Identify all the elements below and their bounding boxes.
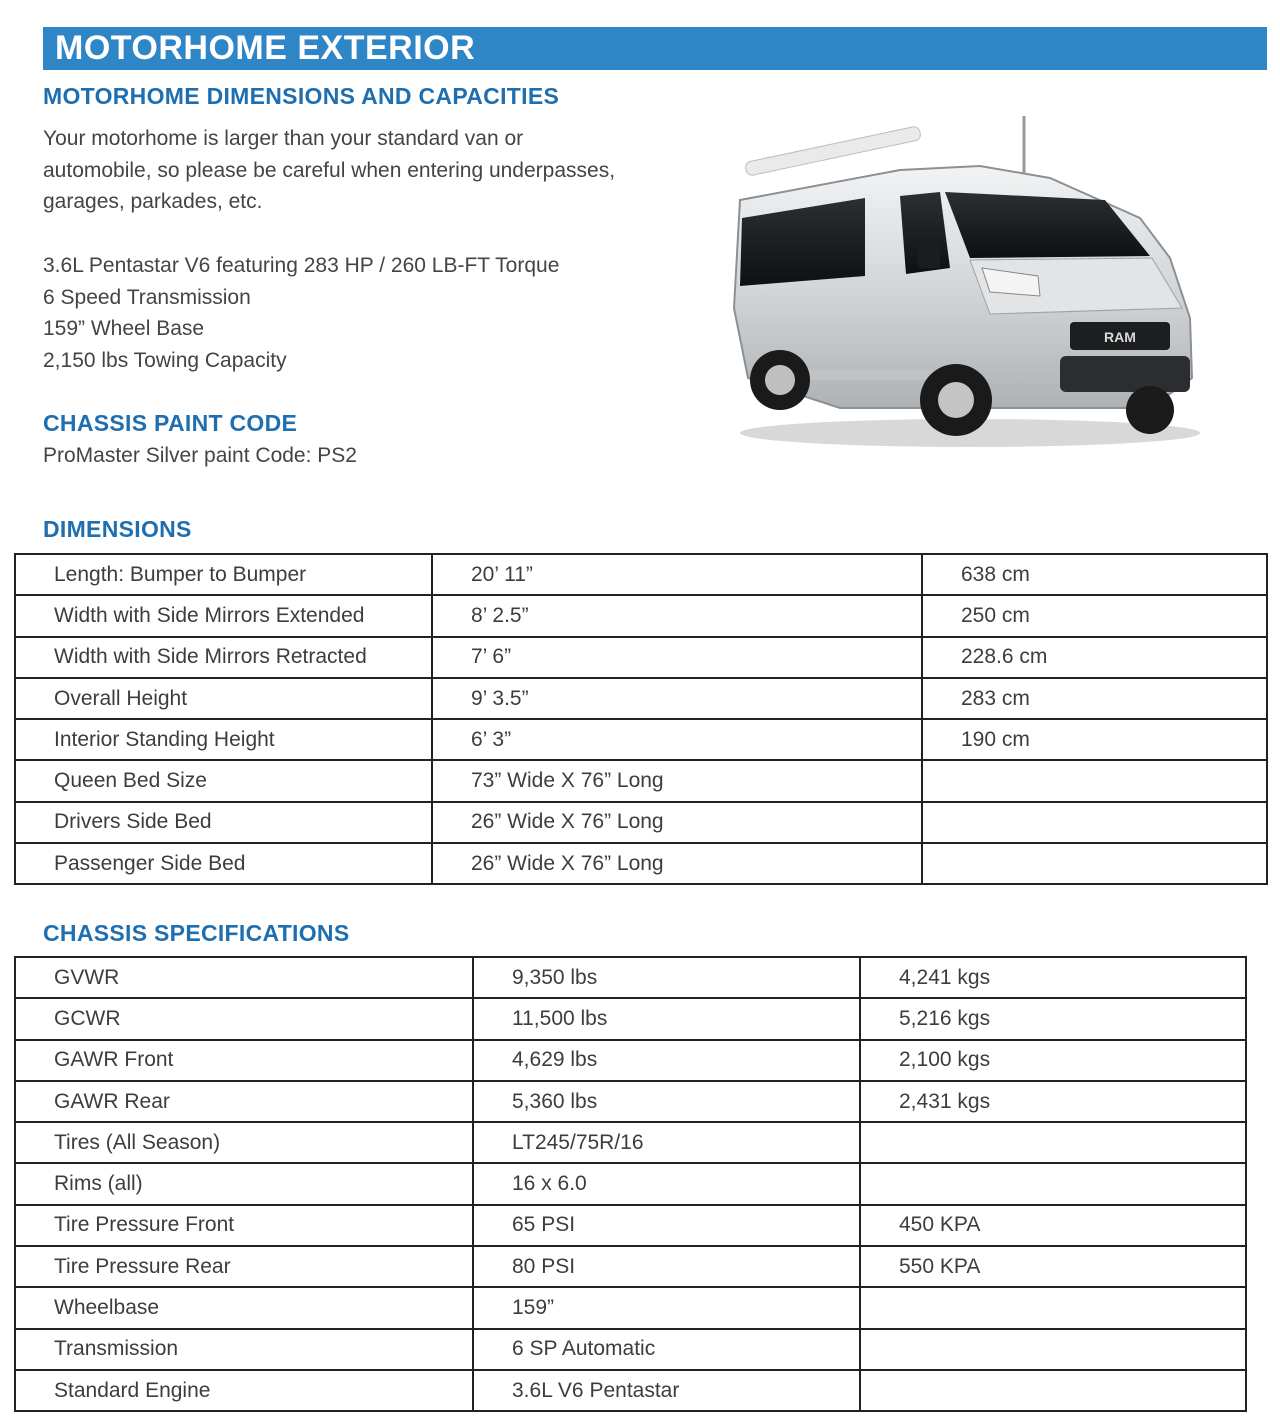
van-rear-rim	[765, 365, 795, 395]
metric-value-cell: 190 cm	[922, 719, 1267, 760]
table-row	[15, 1329, 1246, 1370]
spec-label-cell: GCWR	[15, 998, 473, 1039]
spec-label-cell: Width with Side Mirrors Extended	[15, 595, 432, 636]
spec-label-cell: GAWR Rear	[15, 1081, 473, 1122]
metric-value-cell	[922, 843, 1267, 884]
imperial-value-cell: 20’ 11”	[432, 554, 922, 595]
metric-value-cell: 2,100 kgs	[860, 1040, 1246, 1081]
imperial-value-cell: 16 x 6.0	[473, 1163, 860, 1204]
table-row	[15, 1370, 1246, 1411]
imperial-value-cell: 6 SP Automatic	[473, 1329, 860, 1370]
table-row	[15, 843, 1267, 884]
imperial-value-cell: 6’ 3”	[432, 719, 922, 760]
imperial-value-cell: 5,360 lbs	[473, 1081, 860, 1122]
paint-code-heading: CHASSIS PAINT CODE	[43, 410, 298, 436]
metric-value-cell: 5,216 kgs	[860, 998, 1246, 1039]
van-grille-text: RAM	[1104, 329, 1136, 345]
imperial-value-cell: 3.6L V6 Pentastar	[473, 1370, 860, 1411]
chassis-specifications-heading: CHASSIS SPECIFICATIONS	[43, 920, 350, 946]
dimensions-heading: DIMENSIONS	[43, 516, 192, 542]
spec-label-cell: Tire Pressure Rear	[15, 1246, 473, 1287]
metric-value-cell	[860, 1287, 1246, 1328]
engine-spec-line: 159” Wheel Base	[43, 317, 205, 340]
table-row	[15, 554, 1267, 595]
metric-value-cell: 638 cm	[922, 554, 1267, 595]
metric-value-cell: 250 cm	[922, 595, 1267, 636]
spec-label-cell: Drivers Side Bed	[15, 802, 432, 843]
table-row	[15, 1122, 1246, 1163]
paint-code-text	[43, 440, 357, 472]
van-mirror	[918, 238, 940, 268]
table-row	[15, 1081, 1246, 1122]
table-row	[15, 719, 1267, 760]
imperial-value-cell: 8’ 2.5”	[432, 595, 922, 636]
spec-label-cell: Width with Side Mirrors Retracted	[15, 637, 432, 678]
spec-label-cell: GVWR	[15, 957, 473, 998]
metric-value-cell	[922, 760, 1267, 801]
spec-label-cell: Tires (All Season)	[15, 1122, 473, 1163]
spec-label-cell: Wheelbase	[15, 1287, 473, 1328]
spec-label-cell: Overall Height	[15, 678, 432, 719]
imperial-value-cell: LT245/75R/16	[473, 1122, 860, 1163]
imperial-value-cell: 9,350 lbs	[473, 957, 860, 998]
metric-value-cell: 550 KPA	[860, 1246, 1246, 1287]
imperial-value-cell: 4,629 lbs	[473, 1040, 860, 1081]
imperial-value-cell: 7’ 6”	[432, 637, 922, 678]
spec-label-cell: Passenger Side Bed	[15, 843, 432, 884]
metric-value-cell	[860, 1122, 1246, 1163]
dimensions-table	[14, 553, 1268, 885]
table-row	[15, 760, 1267, 801]
intro-description-line: automobile, so please be careful when entering underpasses,	[43, 158, 616, 182]
metric-value-cell	[860, 1163, 1246, 1204]
engine-specs-list	[43, 250, 559, 376]
imperial-value-cell: 159”	[473, 1287, 860, 1328]
table-row	[15, 802, 1267, 843]
table-row	[15, 595, 1267, 636]
motorhome-van-image	[720, 108, 1210, 453]
van-awning	[744, 126, 921, 177]
imperial-value-cell: 73” Wide X 76” Long	[432, 760, 922, 801]
spec-label-cell: Length: Bumper to Bumper	[15, 554, 432, 595]
spec-label-cell: Transmission	[15, 1329, 473, 1370]
metric-value-cell: 283 cm	[922, 678, 1267, 719]
imperial-value-cell: 26” Wide X 76” Long	[432, 843, 922, 884]
imperial-value-cell: 80 PSI	[473, 1246, 860, 1287]
imperial-value-cell: 65 PSI	[473, 1205, 860, 1246]
imperial-value-cell: 11,500 lbs	[473, 998, 860, 1039]
table-row	[15, 1040, 1246, 1081]
engine-spec-line: 3.6L Pentastar V6 featuring 283 HP / 260 LB-FT Torque	[43, 254, 560, 277]
van-front-bumper	[1060, 356, 1190, 392]
metric-value-cell: 2,431 kgs	[860, 1081, 1246, 1122]
page-title: MOTORHOME EXTERIOR	[43, 27, 1267, 70]
table-row	[15, 678, 1267, 719]
table-row	[15, 957, 1246, 998]
engine-spec-line: 2,150 lbs Towing Capacity	[43, 348, 287, 372]
spec-label-cell: GAWR Front	[15, 1040, 473, 1081]
intro-description-line: garages, parkades, etc.	[43, 190, 263, 213]
table-row	[15, 1163, 1246, 1204]
spec-label-cell: Queen Bed Size	[15, 760, 432, 801]
spec-label-cell: Rims (all)	[15, 1163, 473, 1204]
dimensions-capacities-heading: MOTORHOME DIMENSIONS AND CAPACITIES	[43, 83, 560, 109]
spec-label-cell: Interior Standing Height	[15, 719, 432, 760]
table-row	[15, 1205, 1246, 1246]
metric-value-cell	[860, 1370, 1246, 1411]
table-row	[15, 1246, 1246, 1287]
van-right-wheel	[1126, 386, 1174, 434]
spec-label-cell: Tire Pressure Front	[15, 1205, 473, 1246]
imperial-value-cell: 26” Wide X 76” Long	[432, 802, 922, 843]
metric-value-cell: 450 KPA	[860, 1205, 1246, 1246]
table-row	[15, 637, 1267, 678]
intro-description-line: Your motorhome is larger than your standard van or	[43, 127, 524, 150]
imperial-value-cell: 9’ 3.5”	[432, 678, 922, 719]
metric-value-cell: 228.6 cm	[922, 637, 1267, 678]
van-windshield	[945, 192, 1150, 258]
intro-description	[43, 123, 615, 218]
paint-code-value: ProMaster Silver paint Code: PS2	[43, 444, 357, 467]
table-row	[15, 1287, 1246, 1328]
spec-label-cell: Standard Engine	[15, 1370, 473, 1411]
metric-value-cell	[922, 802, 1267, 843]
metric-value-cell: 4,241 kgs	[860, 957, 1246, 998]
van-front-rim	[938, 382, 974, 418]
metric-value-cell	[860, 1329, 1246, 1370]
engine-spec-line: 6 Speed Transmission	[43, 285, 251, 309]
table-row	[15, 998, 1246, 1039]
chassis-specifications-table	[14, 956, 1247, 1412]
